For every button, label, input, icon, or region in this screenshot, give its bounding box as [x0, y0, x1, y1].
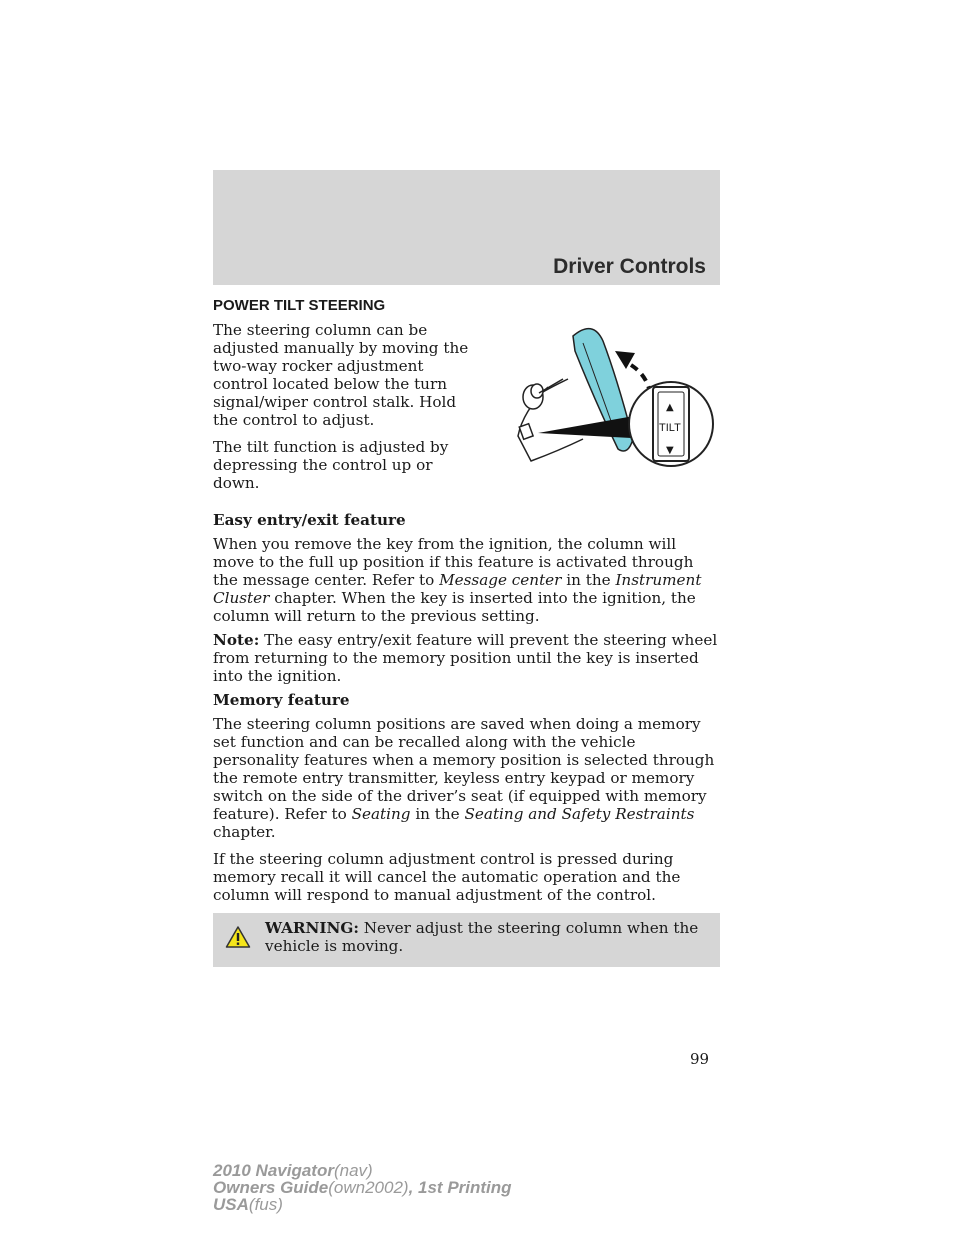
footer-model-code: (nav)	[333, 1161, 373, 1180]
easy-entry-text-c: chapter. When the key is inserted into the ignition, the column will return to the previous setting.	[213, 589, 696, 625]
warning-text	[265, 919, 708, 955]
footer-market-code: (fus)	[248, 1195, 283, 1214]
warning-label: WARNING:	[265, 919, 359, 937]
note-para	[213, 631, 720, 685]
tilt-control-illustration	[473, 321, 720, 469]
memory-heading: Memory feature	[213, 691, 350, 709]
easy-entry-text-a: When you remove the key from the ignition, the column will move to the full up position if this feature is activated through the message center. Refer to	[213, 535, 694, 589]
warning-triangle-icon	[225, 925, 251, 949]
memory-text-a: The steering column positions are saved when doing a memory set function and can be recalled along with the vehicle personality features when a memory position is selected through the remote entry transmitter, keyless entry keypad or memory switch on the side of the driver’s seat (if equipped with memory feature). Refer to	[213, 715, 715, 823]
note-label: Note:	[213, 631, 260, 649]
easy-entry-heading: Easy entry/exit feature	[213, 511, 406, 529]
tilt-down-arrow-icon: ▼	[666, 445, 674, 456]
footer-line-2	[213, 1179, 512, 1196]
ref-instrument-cluster: Instrument Cluster	[213, 571, 702, 607]
page-number: 99	[690, 1050, 710, 1068]
power-tilt-intro	[213, 321, 720, 501]
footer-printing: , 1st Printing	[408, 1178, 512, 1197]
power-tilt-text	[213, 321, 473, 501]
footer-line-3	[213, 1196, 512, 1213]
ref-seating: Seating	[351, 805, 411, 823]
memory-text-b: in the	[410, 805, 465, 823]
power-tilt-para-1: The steering column can be adjusted manually by moving the two-way rocker adjustment control located below the turn signal/wiper control stalk. Hold the control to adjust.	[213, 321, 469, 429]
easy-entry-text-b: in the	[561, 571, 616, 589]
footer-line-1	[213, 1162, 512, 1179]
header-band	[213, 170, 720, 285]
power-tilt-heading: POWER TILT STEERING	[213, 297, 386, 314]
memory-para-2: If the steering column adjustment control is pressed during memory recall it will cancel the automatic operation and the column will respond to manual adjustment of the control.	[213, 850, 681, 904]
easy-entry-para	[213, 535, 720, 625]
page-content	[213, 297, 720, 967]
power-tilt-para-2: The tilt function is adjusted by depressing the control up or down.	[213, 438, 449, 492]
section-title: Driver Controls	[553, 255, 706, 278]
tilt-up-arrow-icon: ▲	[666, 402, 674, 413]
warning-box	[213, 913, 720, 967]
ref-message-center: Message center	[439, 571, 562, 589]
footer-market: USA	[213, 1195, 249, 1214]
steering-column-drawing	[483, 321, 718, 469]
footer	[213, 1162, 512, 1213]
footer-guide: Owners Guide	[213, 1178, 329, 1197]
warning-message: Never adjust the steering column when the vehicle is moving.	[265, 919, 699, 955]
footer-guide-code: (own2002)	[328, 1178, 409, 1197]
tilt-label: TILT	[659, 422, 681, 434]
ref-seating-safety: Seating and Safety Restraints	[464, 805, 695, 823]
memory-para-1	[213, 715, 720, 841]
memory-text-c: chapter.	[213, 823, 276, 841]
note-text: The easy entry/exit feature will prevent the steering wheel from returning to the memory position until the key is inserted into the ignition.	[213, 631, 718, 685]
footer-model: 2010 Navigator	[213, 1161, 334, 1180]
